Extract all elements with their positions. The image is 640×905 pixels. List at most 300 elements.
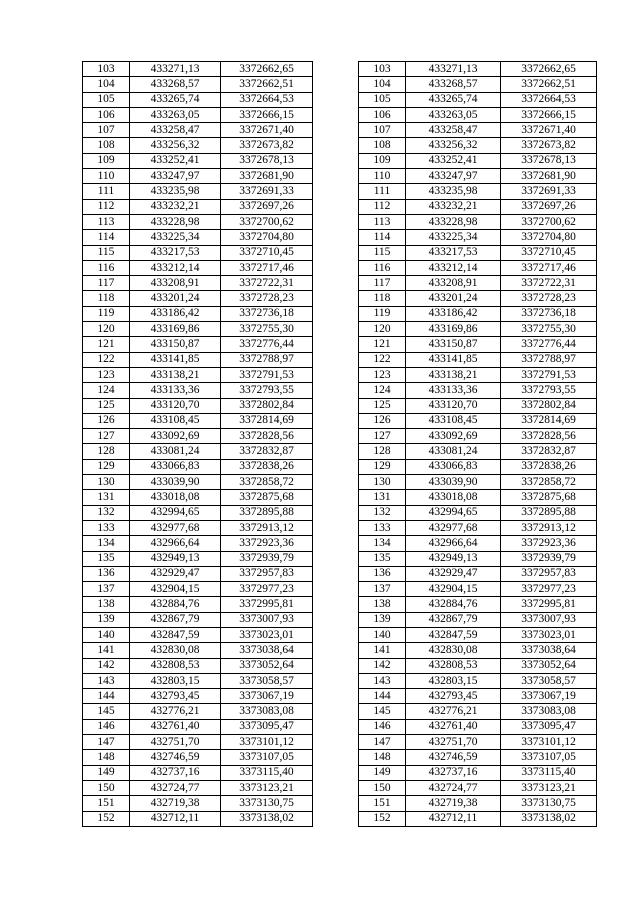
column-gap	[313, 123, 359, 138]
right-point-number: 133	[359, 520, 406, 535]
right-y-coordinate: 3372776,44	[501, 337, 597, 352]
right-y-coordinate: 3372828,56	[501, 429, 597, 444]
left-y-coordinate: 3372802,84	[221, 398, 313, 413]
right-point-number: 109	[359, 153, 406, 168]
column-gap	[313, 383, 359, 398]
right-x-coordinate: 433208,91	[406, 276, 501, 291]
right-y-coordinate: 3372700,62	[501, 214, 597, 229]
right-x-coordinate: 432847,59	[406, 627, 501, 642]
right-y-coordinate: 3373058,57	[501, 673, 597, 688]
table-row	[83, 230, 597, 245]
left-point-number: 110	[83, 169, 130, 184]
left-point-number: 133	[83, 520, 130, 535]
left-y-coordinate: 3372838,26	[221, 459, 313, 474]
table-row	[83, 123, 597, 138]
left-point-number: 142	[83, 658, 130, 673]
column-gap	[313, 260, 359, 275]
column-gap	[313, 153, 359, 168]
left-x-coordinate: 433169,86	[130, 322, 221, 337]
left-x-coordinate: 433150,87	[130, 337, 221, 352]
right-y-coordinate: 3372793,55	[501, 383, 597, 398]
column-gap	[313, 169, 359, 184]
right-y-coordinate: 3372977,23	[501, 582, 597, 597]
left-y-coordinate: 3372697,26	[221, 199, 313, 214]
table-row	[83, 429, 597, 444]
right-y-coordinate: 3372722,31	[501, 276, 597, 291]
right-point-number: 125	[359, 398, 406, 413]
right-point-number: 116	[359, 260, 406, 275]
column-gap	[313, 811, 359, 826]
left-y-coordinate: 3373107,05	[221, 750, 313, 765]
left-y-coordinate: 3372710,45	[221, 245, 313, 260]
right-point-number: 128	[359, 444, 406, 459]
right-x-coordinate: 432751,70	[406, 735, 501, 750]
left-x-coordinate: 433232,21	[130, 199, 221, 214]
right-x-coordinate: 432949,13	[406, 551, 501, 566]
right-y-coordinate: 3372728,23	[501, 291, 597, 306]
table-row	[83, 551, 597, 566]
left-y-coordinate: 3372828,56	[221, 429, 313, 444]
right-y-coordinate: 3372673,82	[501, 138, 597, 153]
left-x-coordinate: 432719,38	[130, 796, 221, 811]
right-x-coordinate: 432719,38	[406, 796, 501, 811]
right-x-coordinate: 433108,45	[406, 413, 501, 428]
left-x-coordinate: 432949,13	[130, 551, 221, 566]
left-point-number: 128	[83, 444, 130, 459]
right-point-number: 137	[359, 582, 406, 597]
right-y-coordinate: 3372895,88	[501, 505, 597, 520]
column-gap	[313, 750, 359, 765]
left-x-coordinate: 432761,40	[130, 719, 221, 734]
right-point-number: 134	[359, 536, 406, 551]
right-point-number: 118	[359, 291, 406, 306]
right-point-number: 108	[359, 138, 406, 153]
left-x-coordinate: 433092,69	[130, 429, 221, 444]
right-x-coordinate: 433169,86	[406, 322, 501, 337]
left-point-number: 135	[83, 551, 130, 566]
right-point-number: 121	[359, 337, 406, 352]
column-gap	[313, 582, 359, 597]
table-row	[83, 689, 597, 704]
left-y-coordinate: 3372895,88	[221, 505, 313, 520]
right-x-coordinate: 432867,79	[406, 612, 501, 627]
column-gap	[313, 429, 359, 444]
right-y-coordinate: 3372791,53	[501, 367, 597, 382]
right-y-coordinate: 3372875,68	[501, 490, 597, 505]
left-point-number: 132	[83, 505, 130, 520]
left-point-number: 131	[83, 490, 130, 505]
left-point-number: 112	[83, 199, 130, 214]
left-x-coordinate: 433018,08	[130, 490, 221, 505]
right-y-coordinate: 3373123,21	[501, 780, 597, 795]
right-x-coordinate: 432884,76	[406, 597, 501, 612]
table-row	[83, 398, 597, 413]
column-gap	[313, 597, 359, 612]
left-x-coordinate: 433120,70	[130, 398, 221, 413]
coordinates-table	[82, 61, 597, 827]
right-x-coordinate: 432793,45	[406, 689, 501, 704]
right-point-number: 140	[359, 627, 406, 642]
right-x-coordinate: 433066,83	[406, 459, 501, 474]
left-point-number: 125	[83, 398, 130, 413]
left-point-number: 118	[83, 291, 130, 306]
table-row	[83, 322, 597, 337]
left-point-number: 151	[83, 796, 130, 811]
column-gap	[313, 291, 359, 306]
left-x-coordinate: 432904,15	[130, 582, 221, 597]
left-point-number: 113	[83, 214, 130, 229]
right-x-coordinate: 433217,53	[406, 245, 501, 260]
right-point-number: 120	[359, 322, 406, 337]
left-x-coordinate: 433217,53	[130, 245, 221, 260]
table-row	[83, 260, 597, 275]
table-row	[83, 719, 597, 734]
table-row	[83, 352, 597, 367]
table-row	[83, 750, 597, 765]
left-y-coordinate: 3373115,40	[221, 765, 313, 780]
left-point-number: 140	[83, 627, 130, 642]
left-x-coordinate: 432737,16	[130, 765, 221, 780]
left-point-number: 130	[83, 475, 130, 490]
table-row	[83, 704, 597, 719]
right-x-coordinate: 433092,69	[406, 429, 501, 444]
table-row	[83, 199, 597, 214]
column-gap	[313, 566, 359, 581]
left-y-coordinate: 3373130,75	[221, 796, 313, 811]
right-y-coordinate: 3372697,26	[501, 199, 597, 214]
table-row	[83, 796, 597, 811]
right-y-coordinate: 3372755,30	[501, 322, 597, 337]
left-y-coordinate: 3373052,64	[221, 658, 313, 673]
left-y-coordinate: 3372673,82	[221, 138, 313, 153]
right-y-coordinate: 3372832,87	[501, 444, 597, 459]
right-point-number: 110	[359, 169, 406, 184]
right-x-coordinate: 432830,08	[406, 643, 501, 658]
right-point-number: 122	[359, 352, 406, 367]
left-y-coordinate: 3372700,62	[221, 214, 313, 229]
left-y-coordinate: 3373095,47	[221, 719, 313, 734]
left-x-coordinate: 432966,64	[130, 536, 221, 551]
right-x-coordinate: 432724,77	[406, 780, 501, 795]
column-gap	[313, 413, 359, 428]
left-y-coordinate: 3373123,21	[221, 780, 313, 795]
right-y-coordinate: 3372717,46	[501, 260, 597, 275]
column-gap	[313, 658, 359, 673]
right-point-number: 103	[359, 62, 406, 77]
right-x-coordinate: 432761,40	[406, 719, 501, 734]
left-point-number: 104	[83, 77, 130, 92]
table-row	[83, 475, 597, 490]
column-gap	[313, 490, 359, 505]
right-x-coordinate: 433256,32	[406, 138, 501, 153]
left-point-number: 124	[83, 383, 130, 398]
column-gap	[313, 780, 359, 795]
left-x-coordinate: 432884,76	[130, 597, 221, 612]
left-point-number: 136	[83, 566, 130, 581]
right-y-coordinate: 3373007,93	[501, 612, 597, 627]
right-y-coordinate: 3373038,64	[501, 643, 597, 658]
column-gap	[313, 337, 359, 352]
left-y-coordinate: 3372662,51	[221, 77, 313, 92]
right-y-coordinate: 3372995,81	[501, 597, 597, 612]
left-y-coordinate: 3373058,57	[221, 673, 313, 688]
left-x-coordinate: 433225,34	[130, 230, 221, 245]
table-row	[83, 184, 597, 199]
column-gap	[313, 276, 359, 291]
left-x-coordinate: 433212,14	[130, 260, 221, 275]
left-y-coordinate: 3372875,68	[221, 490, 313, 505]
right-y-coordinate: 3373115,40	[501, 765, 597, 780]
right-y-coordinate: 3373095,47	[501, 719, 597, 734]
right-point-number: 149	[359, 765, 406, 780]
left-x-coordinate: 433258,47	[130, 123, 221, 138]
table-row	[83, 597, 597, 612]
left-y-coordinate: 3372776,44	[221, 337, 313, 352]
right-y-coordinate: 3372923,36	[501, 536, 597, 551]
left-y-coordinate: 3372788,97	[221, 352, 313, 367]
right-point-number: 124	[359, 383, 406, 398]
left-x-coordinate: 432803,15	[130, 673, 221, 688]
left-point-number: 139	[83, 612, 130, 627]
column-gap	[313, 138, 359, 153]
right-y-coordinate: 3372691,33	[501, 184, 597, 199]
left-x-coordinate: 432994,65	[130, 505, 221, 520]
right-point-number: 126	[359, 413, 406, 428]
column-gap	[313, 306, 359, 321]
left-x-coordinate: 432929,47	[130, 566, 221, 581]
table-row	[83, 673, 597, 688]
table-row	[83, 735, 597, 750]
column-gap	[313, 367, 359, 382]
left-x-coordinate: 433039,90	[130, 475, 221, 490]
left-point-number: 134	[83, 536, 130, 551]
right-x-coordinate: 433265,74	[406, 92, 501, 107]
left-x-coordinate: 433252,41	[130, 153, 221, 168]
left-y-coordinate: 3373023,01	[221, 627, 313, 642]
right-point-number: 129	[359, 459, 406, 474]
right-y-coordinate: 3372838,26	[501, 459, 597, 474]
column-gap	[313, 107, 359, 122]
table-row	[83, 490, 597, 505]
right-point-number: 141	[359, 643, 406, 658]
right-x-coordinate: 433120,70	[406, 398, 501, 413]
right-x-coordinate: 432929,47	[406, 566, 501, 581]
table-row	[83, 107, 597, 122]
column-gap	[313, 719, 359, 734]
left-x-coordinate: 433256,32	[130, 138, 221, 153]
table-row	[83, 566, 597, 581]
right-x-coordinate: 432966,64	[406, 536, 501, 551]
left-x-coordinate: 432830,08	[130, 643, 221, 658]
left-y-coordinate: 3372814,69	[221, 413, 313, 428]
left-x-coordinate: 433265,74	[130, 92, 221, 107]
right-x-coordinate: 433258,47	[406, 123, 501, 138]
left-x-coordinate: 432746,59	[130, 750, 221, 765]
right-x-coordinate: 433247,97	[406, 169, 501, 184]
left-point-number: 114	[83, 230, 130, 245]
left-y-coordinate: 3372939,79	[221, 551, 313, 566]
right-x-coordinate: 432994,65	[406, 505, 501, 520]
right-y-coordinate: 3373138,02	[501, 811, 597, 826]
right-point-number: 136	[359, 566, 406, 581]
right-y-coordinate: 3373130,75	[501, 796, 597, 811]
right-x-coordinate: 433201,24	[406, 291, 501, 306]
table-row	[83, 77, 597, 92]
right-point-number: 112	[359, 199, 406, 214]
right-point-number: 117	[359, 276, 406, 291]
left-y-coordinate: 3373007,93	[221, 612, 313, 627]
right-point-number: 123	[359, 367, 406, 382]
column-gap	[313, 704, 359, 719]
table-row	[83, 276, 597, 291]
right-y-coordinate: 3373107,05	[501, 750, 597, 765]
left-y-coordinate: 3373101,12	[221, 735, 313, 750]
column-gap	[313, 444, 359, 459]
right-y-coordinate: 3373083,08	[501, 704, 597, 719]
left-x-coordinate: 433263,05	[130, 107, 221, 122]
column-gap	[313, 505, 359, 520]
left-x-coordinate: 432751,70	[130, 735, 221, 750]
column-gap	[313, 673, 359, 688]
table-row	[83, 765, 597, 780]
column-gap	[313, 398, 359, 413]
right-y-coordinate: 3372957,83	[501, 566, 597, 581]
table-row	[83, 62, 597, 77]
right-point-number: 143	[359, 673, 406, 688]
right-x-coordinate: 433232,21	[406, 199, 501, 214]
left-x-coordinate: 433228,98	[130, 214, 221, 229]
column-gap	[313, 735, 359, 750]
table-row	[83, 811, 597, 826]
right-y-coordinate: 3372681,90	[501, 169, 597, 184]
right-y-coordinate: 3372736,18	[501, 306, 597, 321]
left-x-coordinate: 432808,53	[130, 658, 221, 673]
left-y-coordinate: 3372704,80	[221, 230, 313, 245]
table-row	[83, 459, 597, 474]
left-point-number: 106	[83, 107, 130, 122]
left-y-coordinate: 3372678,13	[221, 153, 313, 168]
left-x-coordinate: 433066,83	[130, 459, 221, 474]
left-y-coordinate: 3372858,72	[221, 475, 313, 490]
left-point-number: 116	[83, 260, 130, 275]
left-point-number: 109	[83, 153, 130, 168]
left-y-coordinate: 3372671,40	[221, 123, 313, 138]
left-point-number: 148	[83, 750, 130, 765]
right-y-coordinate: 3372939,79	[501, 551, 597, 566]
left-x-coordinate: 433247,97	[130, 169, 221, 184]
left-y-coordinate: 3372728,23	[221, 291, 313, 306]
column-gap	[313, 643, 359, 658]
right-x-coordinate: 433141,85	[406, 352, 501, 367]
table-row	[83, 444, 597, 459]
left-x-coordinate: 432793,45	[130, 689, 221, 704]
column-gap	[313, 184, 359, 199]
table-row	[83, 214, 597, 229]
table-row	[83, 643, 597, 658]
right-y-coordinate: 3372664,53	[501, 92, 597, 107]
table-row	[83, 291, 597, 306]
left-x-coordinate: 433186,42	[130, 306, 221, 321]
left-x-coordinate: 432776,21	[130, 704, 221, 719]
right-x-coordinate: 433225,34	[406, 230, 501, 245]
left-y-coordinate: 3372957,83	[221, 566, 313, 581]
right-point-number: 127	[359, 429, 406, 444]
right-y-coordinate: 3372802,84	[501, 398, 597, 413]
column-gap	[313, 352, 359, 367]
right-point-number: 145	[359, 704, 406, 719]
left-x-coordinate: 433201,24	[130, 291, 221, 306]
column-gap	[313, 765, 359, 780]
right-x-coordinate: 433018,08	[406, 490, 501, 505]
right-y-coordinate: 3372858,72	[501, 475, 597, 490]
right-x-coordinate: 432712,11	[406, 811, 501, 826]
left-y-coordinate: 3373083,08	[221, 704, 313, 719]
right-x-coordinate: 433252,41	[406, 153, 501, 168]
table-row	[83, 169, 597, 184]
left-point-number: 107	[83, 123, 130, 138]
right-x-coordinate: 433228,98	[406, 214, 501, 229]
right-y-coordinate: 3373052,64	[501, 658, 597, 673]
left-point-number: 143	[83, 673, 130, 688]
left-point-number: 103	[83, 62, 130, 77]
left-y-coordinate: 3372662,65	[221, 62, 313, 77]
left-point-number: 138	[83, 597, 130, 612]
column-gap	[313, 245, 359, 260]
left-point-number: 115	[83, 245, 130, 260]
table-row	[83, 383, 597, 398]
column-gap	[313, 62, 359, 77]
left-x-coordinate: 432867,79	[130, 612, 221, 627]
right-x-coordinate: 432737,16	[406, 765, 501, 780]
left-y-coordinate: 3372791,53	[221, 367, 313, 382]
right-x-coordinate: 432977,68	[406, 520, 501, 535]
left-point-number: 111	[83, 184, 130, 199]
right-x-coordinate: 433039,90	[406, 475, 501, 490]
left-y-coordinate: 3373038,64	[221, 643, 313, 658]
left-x-coordinate: 433138,21	[130, 367, 221, 382]
left-y-coordinate: 3372832,87	[221, 444, 313, 459]
right-x-coordinate: 433186,42	[406, 306, 501, 321]
right-y-coordinate: 3372662,65	[501, 62, 597, 77]
left-x-coordinate: 433081,24	[130, 444, 221, 459]
right-point-number: 151	[359, 796, 406, 811]
left-point-number: 137	[83, 582, 130, 597]
column-gap	[313, 520, 359, 535]
right-point-number: 148	[359, 750, 406, 765]
column-gap	[313, 92, 359, 107]
table-row	[83, 658, 597, 673]
column-gap	[313, 689, 359, 704]
left-point-number: 149	[83, 765, 130, 780]
right-point-number: 147	[359, 735, 406, 750]
right-x-coordinate: 432904,15	[406, 582, 501, 597]
left-y-coordinate: 3372666,15	[221, 107, 313, 122]
left-x-coordinate: 433141,85	[130, 352, 221, 367]
table-row	[83, 505, 597, 520]
left-point-number: 122	[83, 352, 130, 367]
coordinates-table-body	[83, 62, 597, 827]
right-point-number: 104	[359, 77, 406, 92]
left-y-coordinate: 3372717,46	[221, 260, 313, 275]
table-row	[83, 520, 597, 535]
left-point-number: 150	[83, 780, 130, 795]
right-point-number: 139	[359, 612, 406, 627]
column-gap	[313, 459, 359, 474]
right-x-coordinate: 433133,36	[406, 383, 501, 398]
column-gap	[313, 214, 359, 229]
right-x-coordinate: 433138,21	[406, 367, 501, 382]
table-row	[83, 536, 597, 551]
